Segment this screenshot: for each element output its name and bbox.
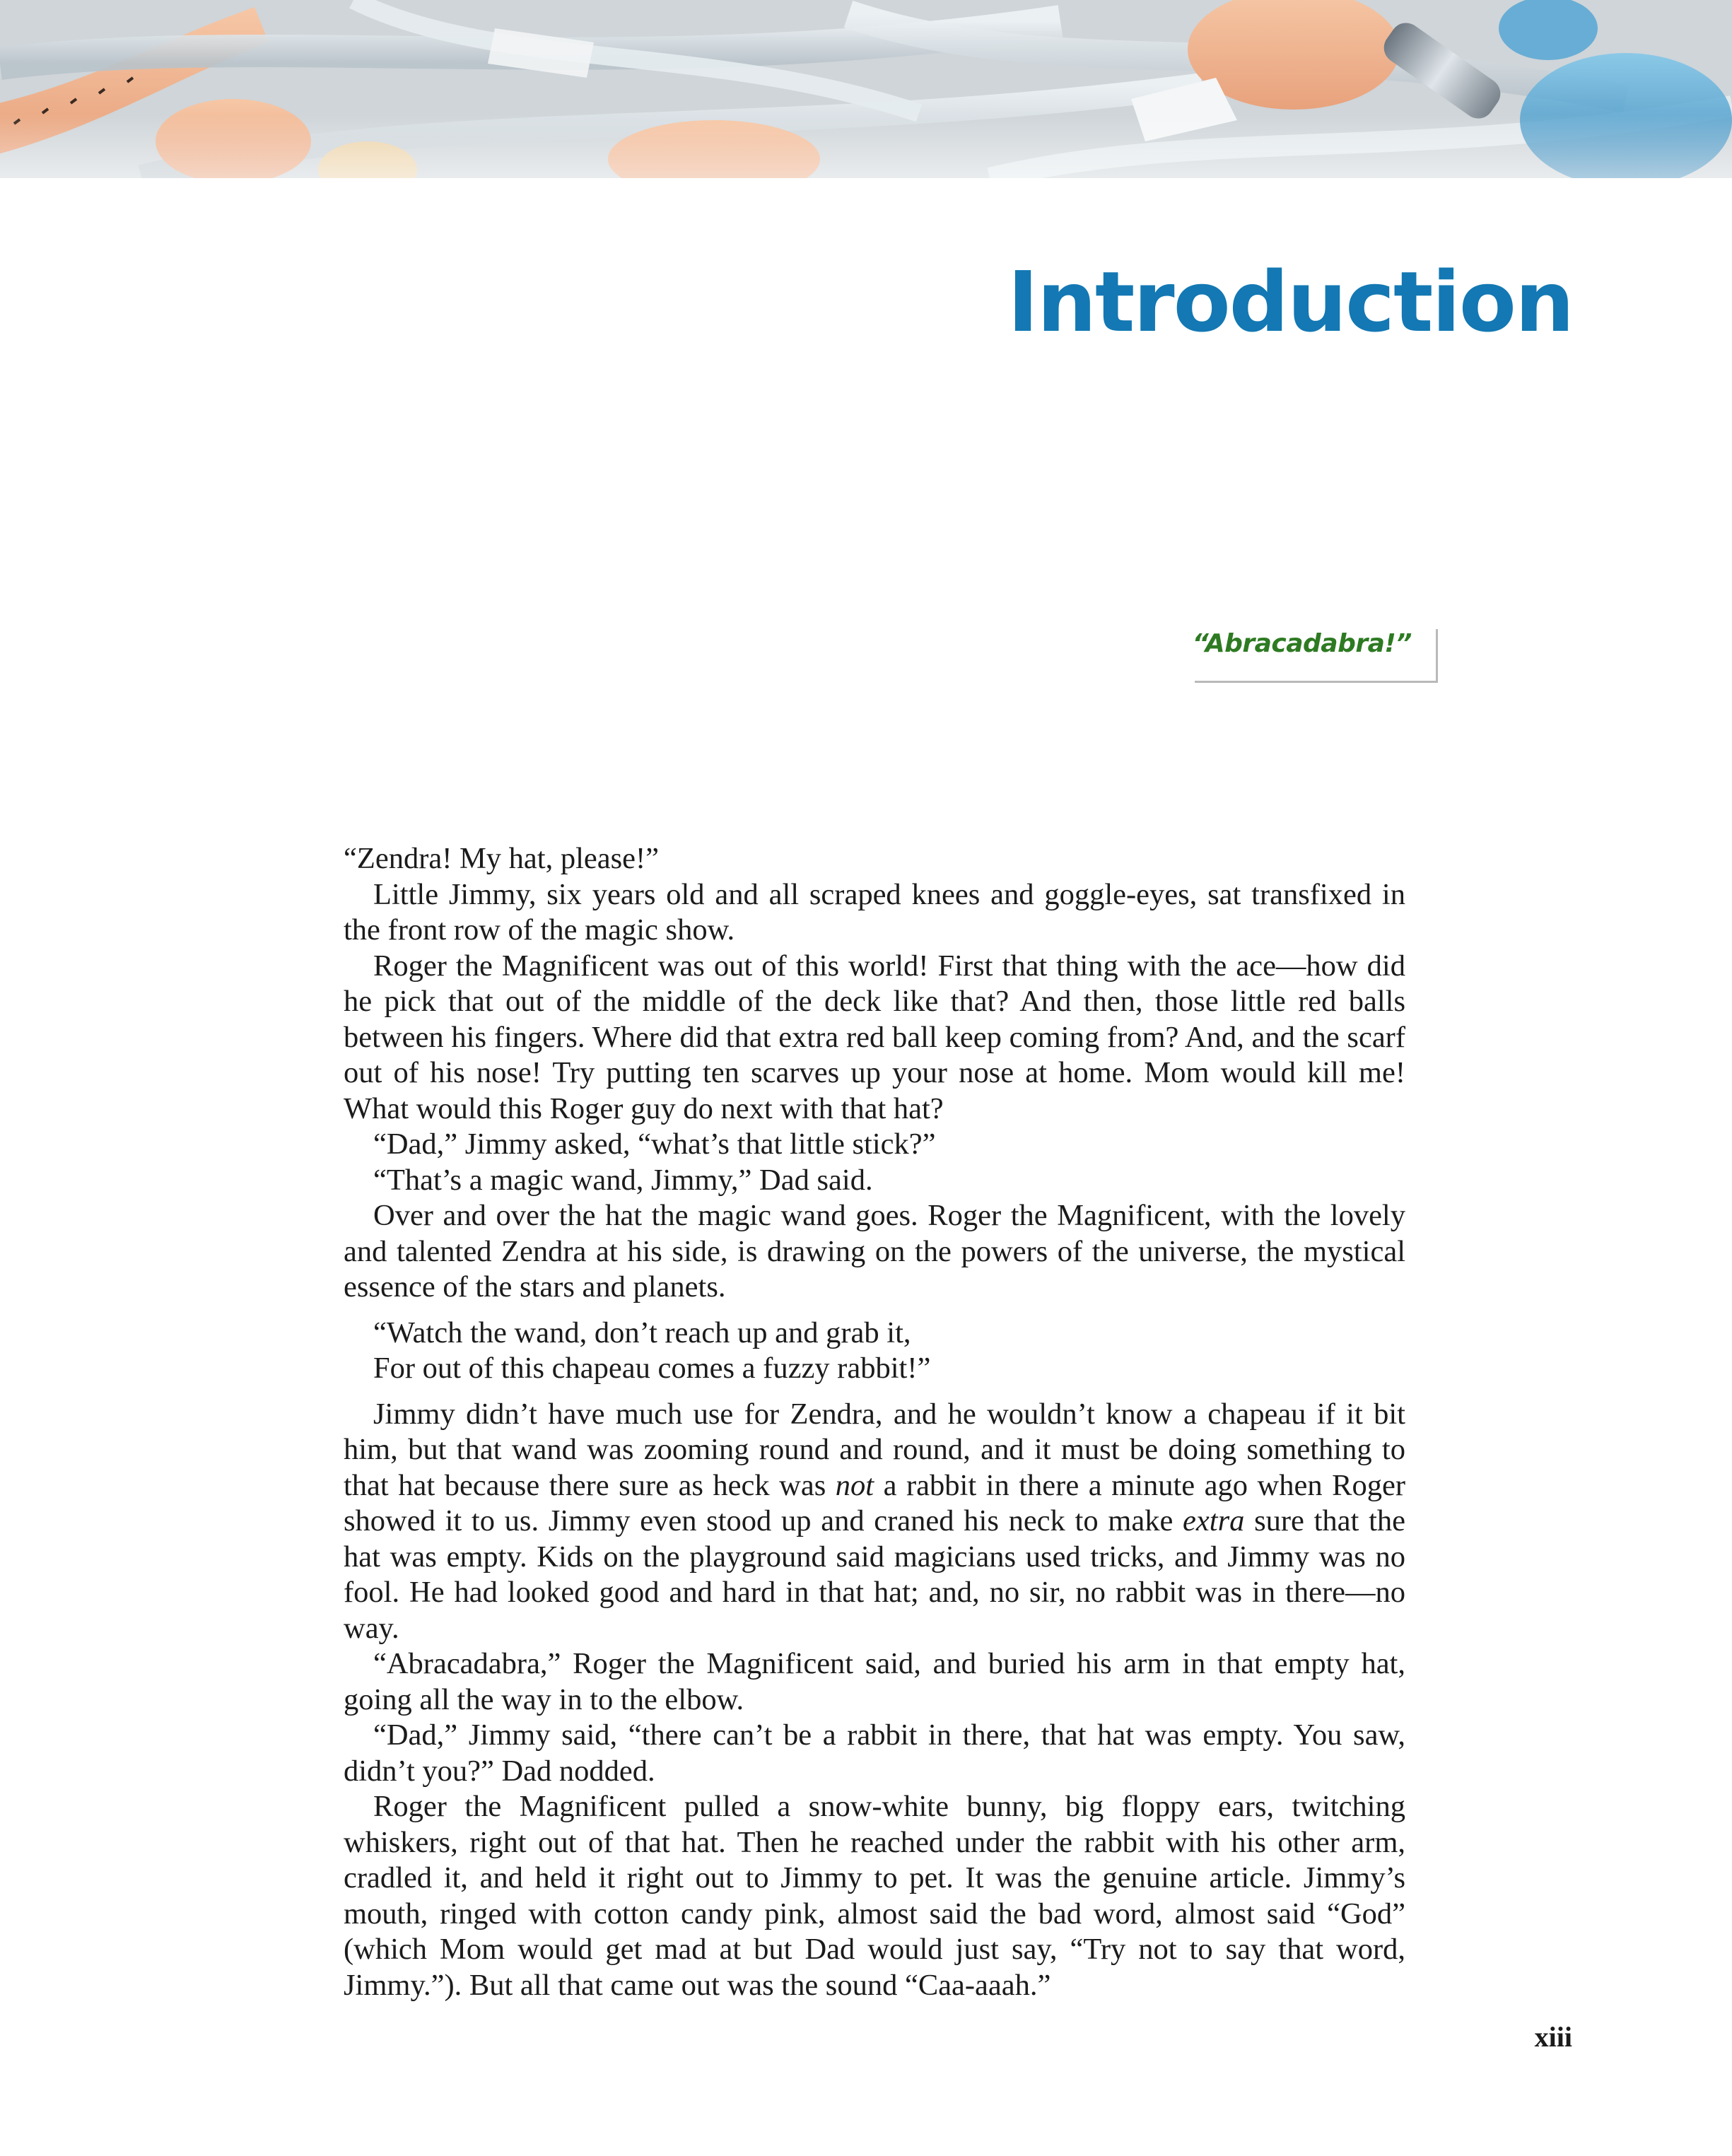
epigraph-text: “Abracadabra!” (1192, 629, 1412, 658)
paragraph: “Dad,” Jimmy asked, “what’s that little stick?” (373, 1127, 936, 1161)
page-number: xiii (1534, 2021, 1572, 2053)
text-run: Jimmy didn’t have much use for Zendra, and he wouldn’t know a chapeau if it bit him, but that wand was zooming round and round, and it must be doing something to that hat because there sure as heck was (344, 1397, 1405, 1502)
paragraph: “That’s a magic wand, Jimmy,” Dad said. (373, 1163, 873, 1197)
text-run: a rabbit in there a minute ago when Roger showed it to us. Jimmy even stood up and craned his neck to make (344, 1468, 1405, 1537)
verse-line: “Watch the wand, don’t reach up and grab it, (373, 1316, 911, 1349)
epigraph-box (1192, 629, 1438, 683)
paragraph: “Abracadabra,” Roger the Magnificent said, and buried his arm in that empty hat, going all the way in to the elbow. (344, 1647, 1405, 1716)
emphasis: not (835, 1468, 874, 1502)
verse-line: For out of this chapeau comes a fuzzy rabbit!” (373, 1352, 931, 1385)
text-run: sure that the hat was empty. Kids on the playground said magicians used tricks, and Jimmy was no fool. He had looked good and hard in that hat; and, no sir, no rabbit was in there—no way. (344, 1504, 1405, 1645)
paragraph: Little Jimmy, six years old and all scraped knees and goggle-eyes, sat transfixed in the front row of the magic show. (344, 877, 1405, 947)
page-title: Introduction (1007, 253, 1573, 351)
paragraph: Over and over the hat the magic wand goes. Roger the Magnificent, with the lovely and talented Zendra at his side, is drawing on the powers of the universe, the mystical essence of the stars and planets. (344, 1199, 1405, 1303)
banner-fade (0, 115, 1732, 178)
body-text (344, 841, 1405, 2003)
paragraph: Roger the Magnificent pulled a snow-white bunny, big floppy ears, twitching whiskers, right out of that hat. Then he reached under the rabbit with his other arm, cradled it, and held it right out to Jimmy to pet. It was the genuine article. Jimmy’s mouth, ringed with cotton candy pink, almost said the bad word, almost said “God” (which Mom would get mad at but Dad would just say, “Try not to say that word, Jimmy.”). But all that came out was the sound “Caa-aaah.” (344, 1790, 1405, 2002)
emphasis: extra (1183, 1504, 1245, 1537)
verse-block (373, 1316, 1405, 1387)
header-banner-image (0, 0, 1732, 178)
paragraph (344, 1397, 1405, 1647)
paragraph: Roger the Magnificent was out of this world! First that thing with the ace—how did he pick that out of the middle of the deck like that? And then, those little red balls between his fingers. Where did that extra red ball keep coming from? And, and the scarf out of his nose! Try putting ten scarves up your nose at home. Mom would kill me! What would this Roger guy do next with that hat? (344, 949, 1405, 1125)
paragraph: “Dad,” Jimmy said, “there can’t be a rabbit in there, that hat was empty. You saw, didn’t you?” Dad nodded. (344, 1718, 1405, 1788)
paragraph: “Zendra! My hat, please!” (344, 842, 660, 875)
